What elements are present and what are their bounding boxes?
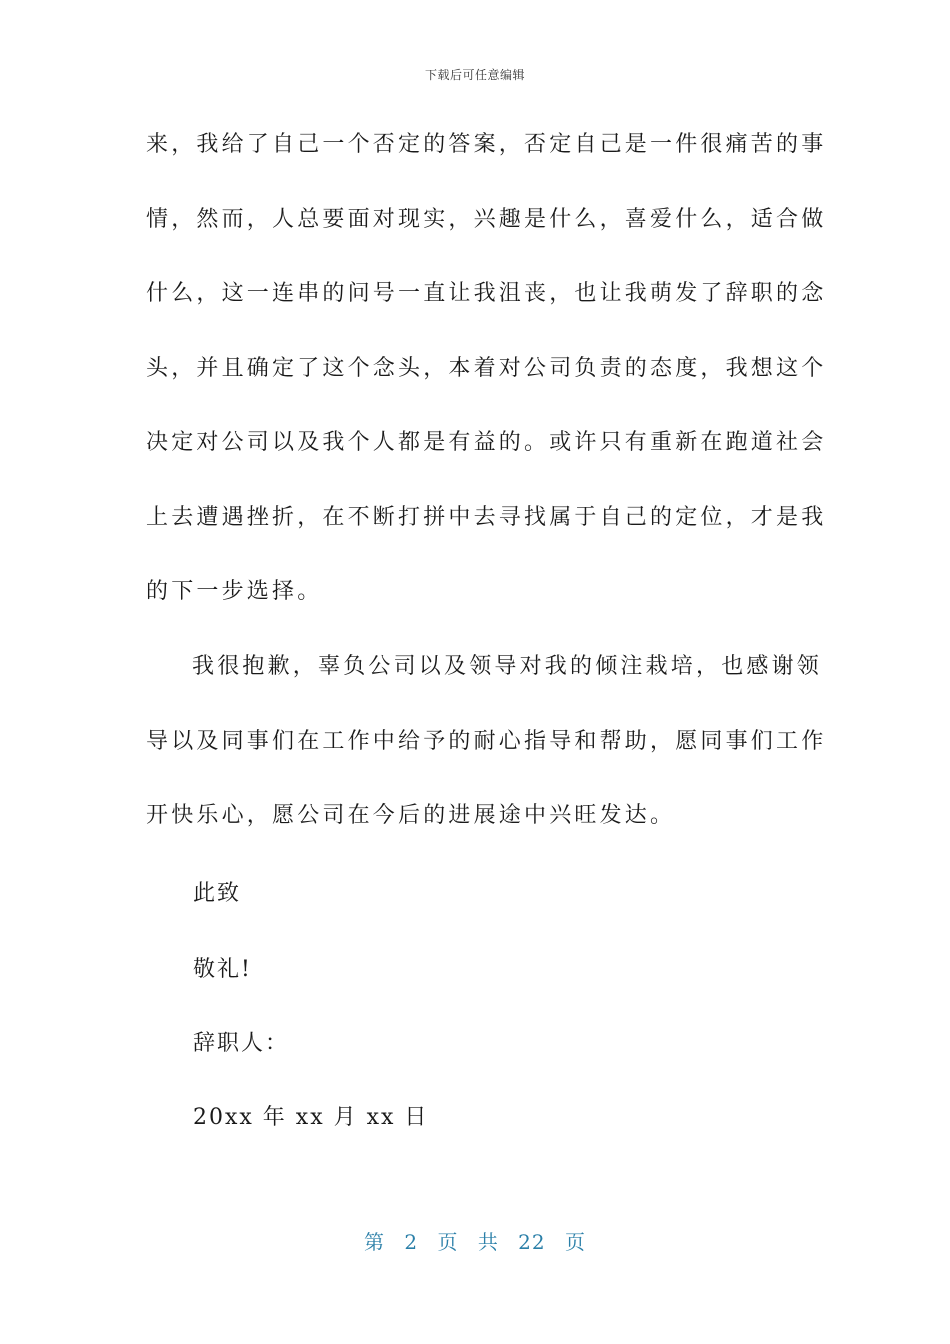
salutation-regards: 敬礼!: [193, 957, 252, 982]
paragraph-line: 开快乐心，愿公司在今后的进展途中兴旺发达。: [146, 803, 676, 828]
paragraph-line: 上去遭遇挫折，在不断打拼中去寻找属于自己的定位，才是我: [146, 504, 827, 530]
paragraph-line: 决定对公司以及我个人都是有益的。或许只有重新在跑道社会: [146, 430, 827, 455]
paragraph-1: [146, 108, 827, 630]
date-line: 20xx 年 xx 月 xx 日: [193, 1105, 429, 1130]
page-mid: 页: [437, 1230, 459, 1254]
paragraph-2: [146, 630, 827, 854]
paragraph-line: 的下一步选择。: [146, 579, 323, 604]
page-number: 2: [404, 1230, 419, 1254]
header-note: 下载后可任意编辑: [424, 68, 525, 82]
total-prefix: 共: [477, 1230, 499, 1254]
paragraph-line: 我很抱歉，辜负公司以及领导对我的倾注栽培，也感谢领: [192, 654, 823, 679]
page-indicator: [0, 1226, 950, 1255]
signer-label: 辞职人：: [193, 1031, 290, 1056]
salutation-closing: 此致: [193, 881, 242, 906]
paragraph-line: 导以及同事们在工作中给予的耐心指导和帮助，愿同事们工作: [146, 728, 827, 754]
paragraph-line: 情，然而，人总要面对现实，兴趣是什么，喜爱什么，适合做: [146, 206, 827, 232]
total-pages: 22: [518, 1230, 546, 1254]
paragraph-line: 来，我给了自己一个否定的答案，否定自己是一件很痛苦的事: [146, 132, 827, 157]
paragraph-line: 什么，这一连串的问号一直让我沮丧，也让我萌发了辞职的念: [146, 281, 827, 306]
page-suffix: 页: [564, 1230, 586, 1254]
paragraph-line: 头，并且确定了这个念头，本着对公司负责的态度，我想这个: [146, 355, 827, 381]
page-prefix: 第: [364, 1230, 385, 1254]
